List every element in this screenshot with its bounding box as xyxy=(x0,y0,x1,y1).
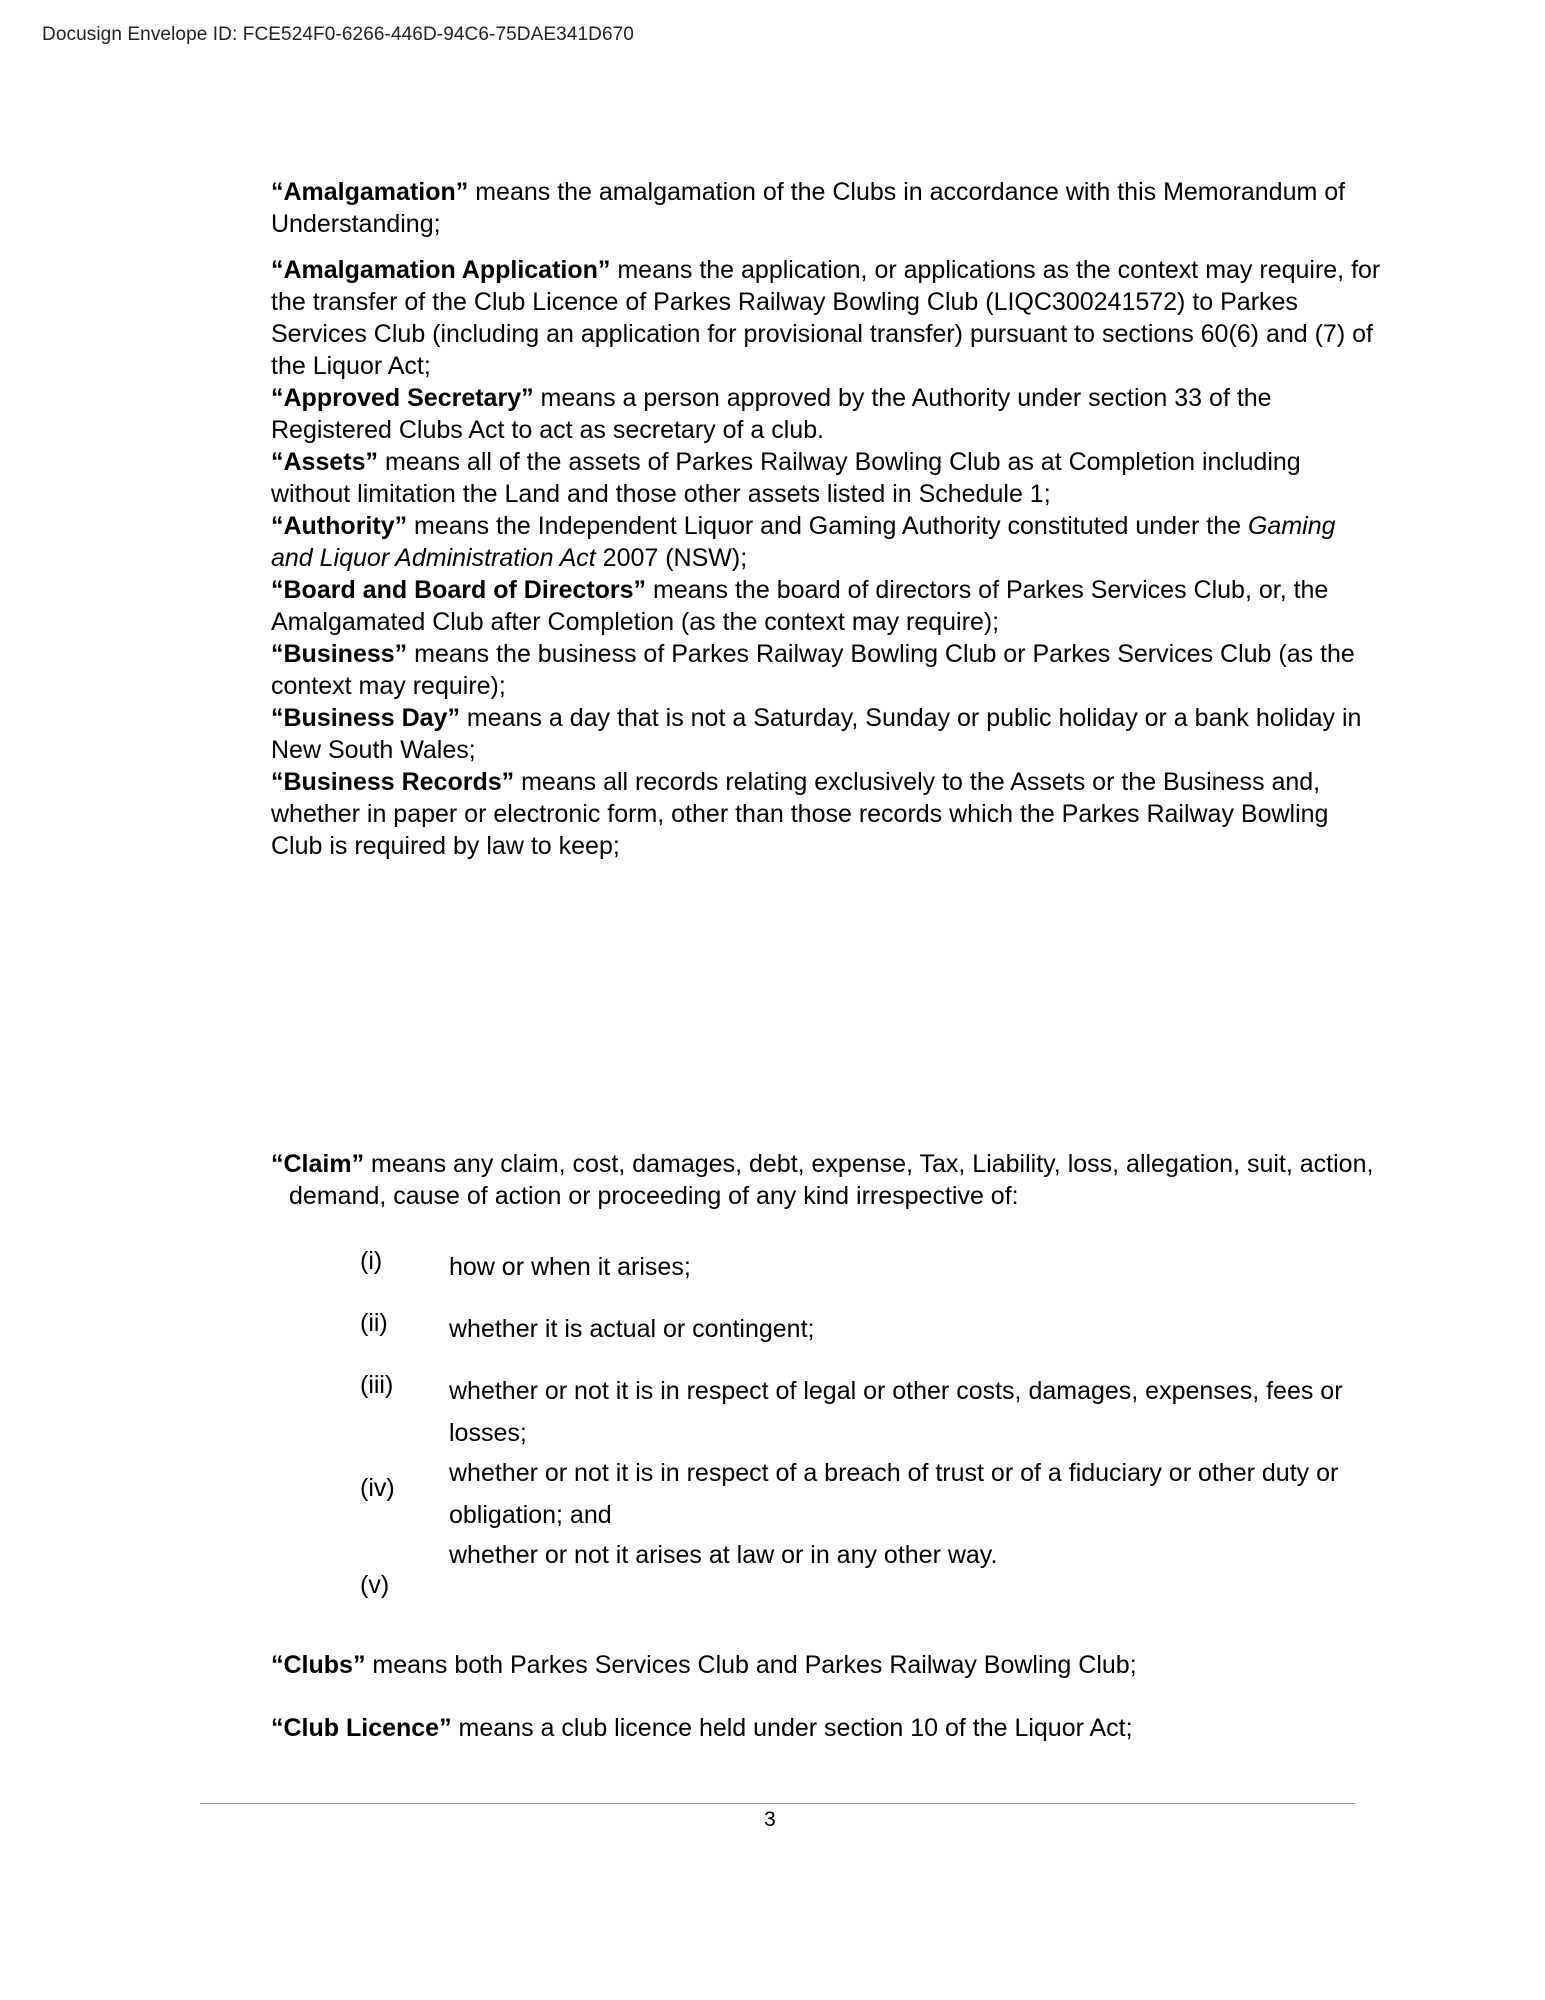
definition-text: means the application, or applications as the context may require, for the transfer of the Club Licence of Parkes Railway Bowling Club (LIQC300241572) to Parkes Services Club (including an application for provisional transfer) pursuant to sections 60(6) and (7) of the Liquor Act; xyxy=(271,256,1381,380)
term: “Club Licence” xyxy=(271,1714,452,1742)
term: “Assets” xyxy=(271,448,378,476)
definition-club-licence-block xyxy=(271,1712,1381,1744)
definition-text: means the business of Parkes Railway Bowling Club or Parkes Services Club (as the context may require); xyxy=(271,640,1355,700)
act-title: Gaming and Liquor Administration Act xyxy=(271,512,1336,572)
definition-board xyxy=(271,574,1381,638)
claim-item-number: (ii) xyxy=(360,1309,388,1337)
definition-text-end: 2007 (NSW); xyxy=(595,544,748,572)
term: “Business Day” xyxy=(271,704,460,732)
definition-text: demand, cause of action or proceeding of any kind irrespective of: xyxy=(289,1182,1019,1210)
term: “Amalgamation” xyxy=(271,178,469,206)
definition-text: means the amalgamation of the Clubs in accordance with this Memorandum of Understanding; xyxy=(271,178,1346,238)
term: “Approved Secretary” xyxy=(271,384,534,412)
claim-item-text: whether or not it is in respect of a breach of trust or of a fiduciary or other duty or obligation; and xyxy=(449,1459,1339,1529)
definition-text: means the board of directors of Parkes Services Club, or, the Amalgamated Club after Completion (as the context may require); xyxy=(271,576,1329,636)
claim-item-text: whether or not it is in respect of legal or other costs, damages, expenses, fees or losses; xyxy=(449,1377,1343,1447)
page-number: 3 xyxy=(764,1808,776,1831)
definition-text: means a day that is not a Saturday, Sunday or public holiday or a bank holiday in New South Wales; xyxy=(271,704,1362,764)
term: “Claim” xyxy=(271,1150,365,1178)
claim-item-number: (i) xyxy=(360,1247,383,1275)
definition-business-day xyxy=(271,702,1381,766)
definition-club-licence xyxy=(271,1712,1381,1744)
claim-item-text: how or when it arises; xyxy=(449,1253,691,1281)
definition-text: means all of the assets of Parkes Railway Bowling Club as at Completion including without limitation the Land and those other assets listed in Schedule 1; xyxy=(271,448,1301,508)
definition-business xyxy=(271,638,1381,702)
term: “Board and Board of Directors” xyxy=(271,576,647,604)
definitions-body xyxy=(271,176,1381,862)
definition-amalgamation xyxy=(271,176,1381,240)
definition-amalgamation-application xyxy=(271,254,1381,382)
claim-item-number: (iii) xyxy=(360,1371,394,1399)
claim-item-text: whether or not it arises at law or in any other way. xyxy=(449,1541,998,1569)
definition-approved-secretary xyxy=(271,382,1381,446)
claim-continuation xyxy=(271,1180,1381,1212)
footer-divider xyxy=(200,1803,1355,1804)
term: “Clubs” xyxy=(271,1651,366,1679)
term: “Business Records” xyxy=(271,768,515,796)
term: “Authority” xyxy=(271,512,408,540)
envelope-id: Docusign Envelope ID: FCE524F0-6266-446D-94C6-75DAE341D670 xyxy=(42,24,634,45)
definition-assets xyxy=(271,446,1381,510)
claim-item-text: whether it is actual or contingent; xyxy=(449,1315,815,1343)
definition-text: means a person approved by the Authority under section 33 of the Registered Clubs Act to act as secretary of a club. xyxy=(271,384,1272,444)
definition-text: means all records relating exclusively to the Assets or the Business and, whether in paper or electronic form, other than those records which the Parkes Railway Bowling Club is required by law to keep; xyxy=(271,768,1329,860)
definition-authority xyxy=(271,510,1381,574)
definition-clubs xyxy=(271,1649,1381,1681)
definition-business-records xyxy=(271,766,1381,862)
claim-definition xyxy=(271,1148,1381,1212)
term: “Amalgamation Application” xyxy=(271,256,611,284)
definition-text: means both Parkes Services Club and Parkes Railway Bowling Club; xyxy=(365,1651,1137,1679)
claim-heading xyxy=(271,1148,1381,1180)
definition-clubs-block xyxy=(271,1649,1381,1681)
claim-item-number: (iv) xyxy=(360,1474,395,1502)
definition-text: means a club licence held under section 10 of the Liquor Act; xyxy=(451,1714,1133,1742)
term: “Business” xyxy=(271,640,408,668)
claim-item-number: (v) xyxy=(360,1571,390,1599)
definition-text: means the Independent Liquor and Gaming Authority constituted under the xyxy=(407,512,1248,540)
definition-text: means any claim, cost, damages, debt, expense, Tax, Liability, loss, allegation, suit, action, xyxy=(364,1150,1374,1178)
